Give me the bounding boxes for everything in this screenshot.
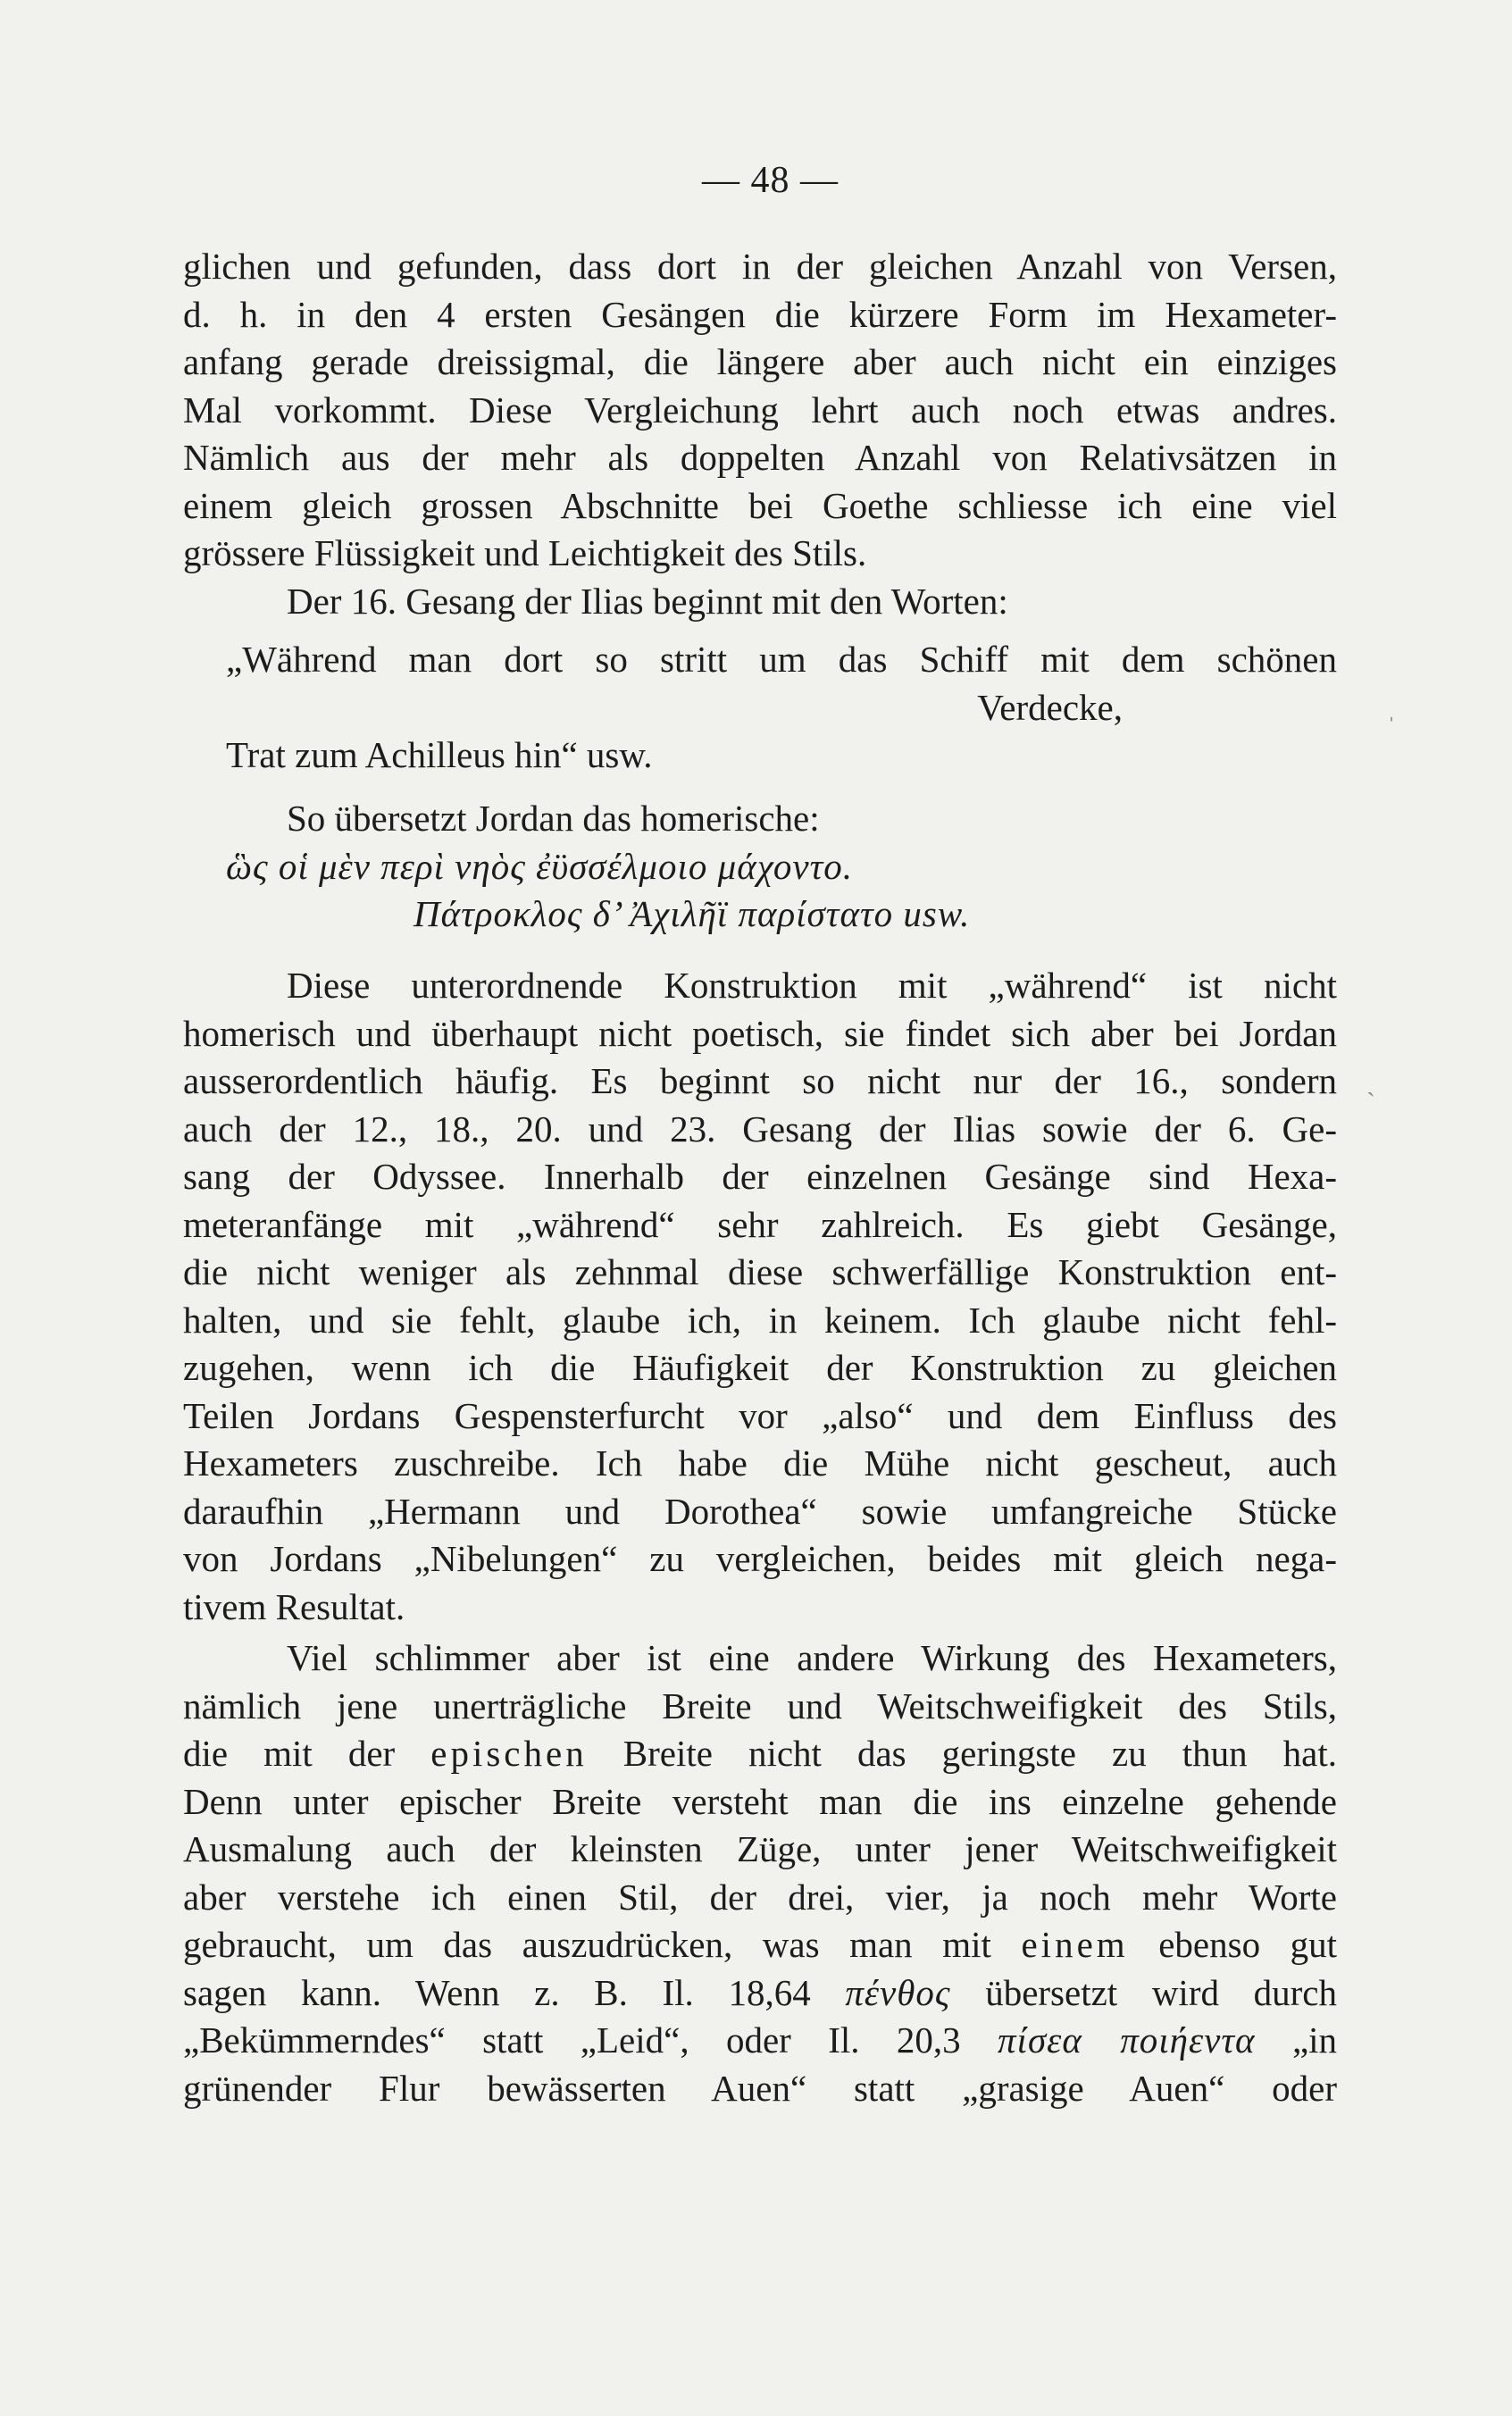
greek-block [183,795,1337,939]
text-segment: „Bekümmerndes“ statt „Leid“, oder Il. 20,3 [183,2019,961,2061]
text-line [183,2017,1337,2065]
text-line: Nämlich aus der mehr als doppelten Anzahl von Relativsätzen in [183,437,1337,478]
text-line [183,1921,1337,1969]
text-line: ausserordentlich häufig. Es beginnt so nicht nur der 16., sondern [183,1060,1337,1101]
quote-line: „Während man dort so stritt um das Schiff mit dem schönen [226,639,1337,680]
text-line: meteranfänge mit „während“ sehr zahlreich. Es giebt Gesänge, [183,1203,1337,1245]
text-segment: gebraucht, um das auszudrücken, was man mit [183,1924,991,1965]
text-line: halten, und sie fehlt, glaube ich, in keinem. Ich glaube nicht fehl- [183,1299,1337,1341]
text-line: einem gleich grossen Abschnitte bei Goethe schliesse ich eine viel [183,484,1337,526]
text-line: tivem Resultat. [183,1585,405,1627]
text-line: zugehen, wenn ich die Häufigkeit der Konstruktion zu gleichen [183,1347,1337,1388]
text-line: Denn unter epischer Breite versteht man die ins einzelne gehende [183,1780,1337,1822]
text-line: sang der Odyssee. Innerhalb der einzelnen Gesänge sind Hexa- [183,1156,1337,1197]
quote-line: Trat zum Achilleus hin“ usw. [226,734,653,775]
text-line [183,1969,1337,2018]
text-line: Teilen Jordans Gespensterfurcht vor „also“ und dem Einfluss des [183,1394,1337,1436]
margin-mark: ˎ [1366,1067,1375,1097]
greek-line: Πάτροκλος δ’ Ἀχιλῆϊ παρίστατο usw. [414,893,971,934]
quote-block [183,636,1337,780]
text-line: anfang gerade dreissigmal, die längere aber auch nicht ein einziges [183,341,1337,382]
paragraph-1 [183,243,1337,625]
text-line: die nicht weniger als zehnmal diese schwerfällige Konstruktion ent- [183,1251,1337,1292]
text-segment: „in [1291,2019,1338,2061]
text-segment: die mit der [183,1733,396,1774]
spaced-word: epischen [430,1733,588,1774]
text-line: daraufhin „Hermann und Dorothea“ sowie umfangreiche Stücke [183,1490,1337,1532]
text-line: von Jordans „Nibelungen“ zu vergleichen, beides mit gleich nega- [183,1538,1337,1579]
text-line: homerisch und überhaupt nicht poetisch, sie findet sich aber bei Jordan [183,1012,1337,1054]
text-line: auch der 12., 18., 20. und 23. Gesang der Ilias sowie der 6. Ge- [183,1108,1337,1149]
paragraph-2 [183,962,1337,1631]
text-line: Diese unterordnende Konstruktion mit „während“ ist nicht [287,965,1337,1006]
text-line: grössere Flüssigkeit und Leichtigkeit des Stils. [183,532,867,573]
text-line: glichen und gefunden, dass dort in der gleichen Anzahl von Versen, [183,246,1337,287]
text-line: Der 16. Gesang der Ilias beginnt mit den Worten: [287,580,1008,622]
greek-line: ὣς οἱ μὲν περὶ νηὸς ἐϋσσέλμοιο μάχοντο. [226,845,854,887]
greek-word: πένθος [845,1971,951,2013]
text-line: nämlich jene unerträgliche Breite und Weitschweifigkeit des Stils, [183,1685,1337,1726]
text-line: grünender Flur bewässerten Auen“ statt „grasige Auen“ oder [183,2067,1337,2109]
margin-mark: ˌ [1387,692,1396,722]
text-segment: ebenso gut [1158,1924,1338,1965]
text-line: Hexameters zuschreibe. Ich habe die Mühe nicht gescheut, auch [183,1442,1337,1484]
text-line: Ausmalung auch der kleinsten Züge, unter jener Weitschweifigkeit [183,1828,1337,1869]
text-segment: übersetzt wird durch [985,1971,1337,2013]
text-segment: Breite nicht das geringste zu thun hat. [622,1733,1338,1774]
text-line: aber verstehe ich einen Stil, der drei, vier, ja noch mehr Worte [183,1876,1337,1918]
page-number: — 48 — [702,160,839,201]
text-line: d. h. in den 4 ersten Gesängen die kürzere Form im Hexameter- [183,293,1337,335]
text-line: Viel schlimmer aber ist eine andere Wirkung des Hexameters, [287,1637,1337,1678]
spaced-word: einem [1021,1924,1129,1965]
text-line [183,1730,1337,1778]
greek-word: πίσεα ποιήεντα [998,2019,1256,2061]
quote-line: Verdecke, [977,686,1123,728]
text-line: So übersetzt Jordan das homerische: [287,798,820,839]
text-line: Mal vorkommt. Diese Vergleichung lehrt auch noch etwas andres. [183,389,1337,431]
text-segment: sagen kann. Wenn z. B. Il. 18,64 [183,1971,811,2013]
paragraph-3 [183,1634,1337,2112]
